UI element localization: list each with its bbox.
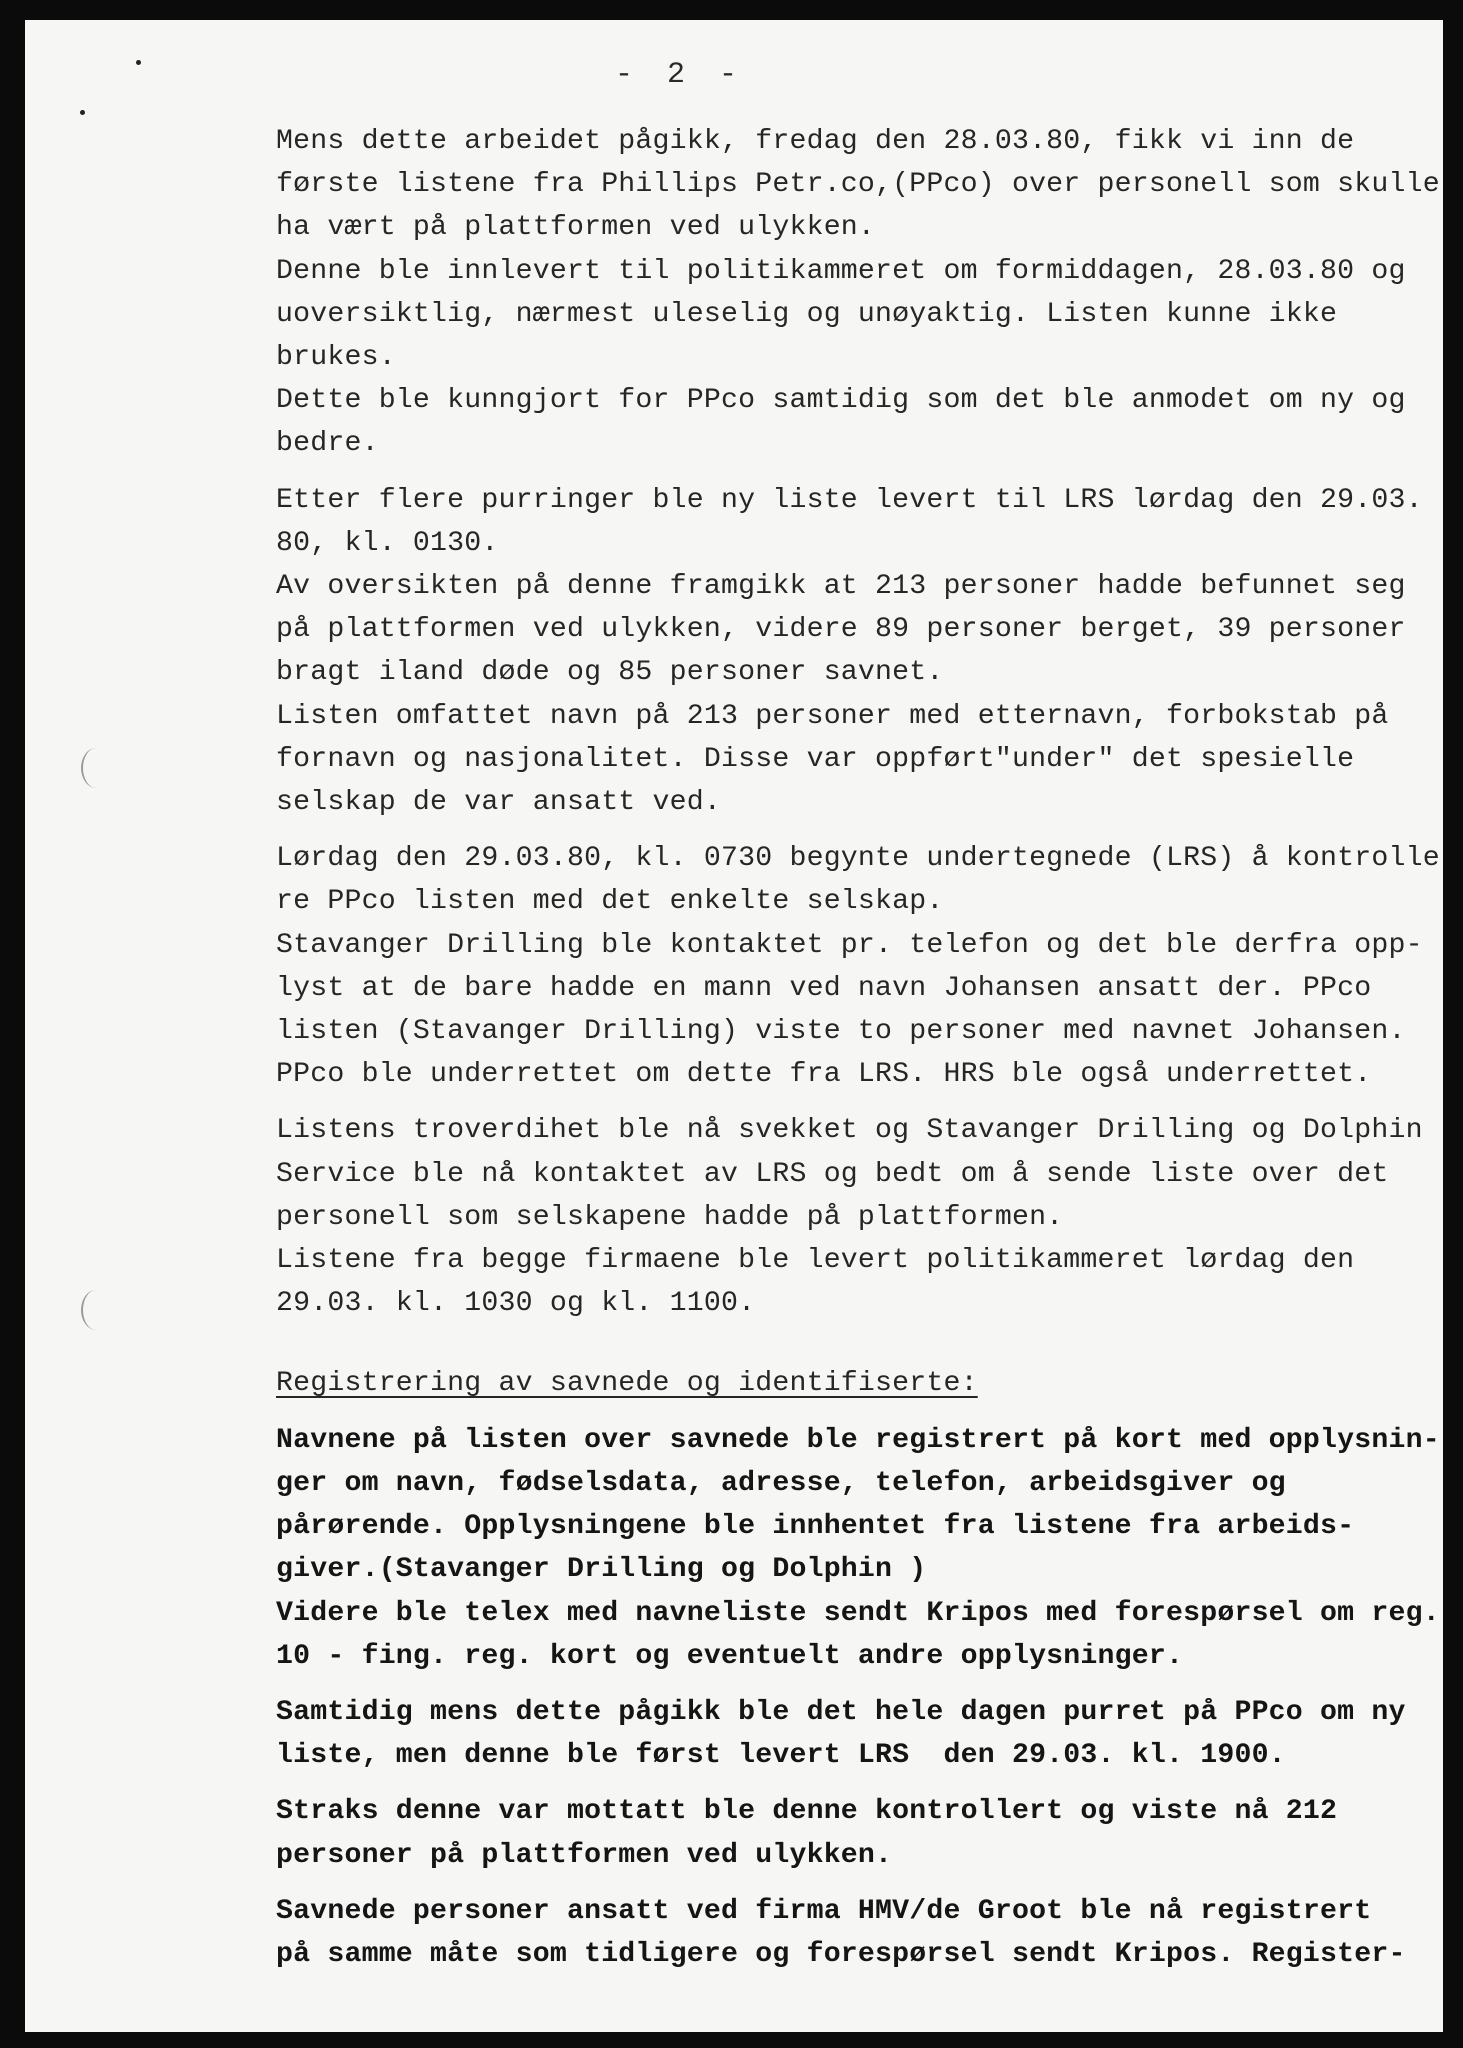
text-line: bedre. [276,428,379,460]
text-line: Samtidig mens dette pågikk ble det hele dagen purret på PPco om ny [276,1696,1406,1728]
text-line: bragt iland døde og 85 personer savnet. [276,657,944,689]
text-line: Mens dette arbeidet pågikk, fredag den 28.03.80, fikk vi inn de [276,126,1355,157]
text-line: PPco ble underrettet om dette fra LRS. HRS ble også underrettet. [276,1059,1372,1091]
paragraph [276,1109,1436,1325]
text-line: ha vært på plattformen ved ulykken. [276,212,876,244]
text-line: 80, kl. 0130. [276,527,499,559]
paragraph [276,120,1440,466]
text-line: personer på plattformen ved ulykken. [276,1839,893,1871]
paragraph [276,1419,1440,1678]
page-number: - 2 - [614,58,745,92]
text-line: 10 - fing. reg. kort og eventuelt andre opplysninger. [276,1640,1184,1672]
text-line: første listene fra Phillips Petr.co,(PPco) over personell som skulle [276,169,1440,201]
text-line: på plattformen ved ulykken, videre 89 personer berget, 39 personer [276,614,1406,646]
text-line: ger om navn, fødselsdata, adresse, telefon, arbeidsgiver og [276,1467,1286,1499]
paragraph [276,1790,1436,1876]
paragraph [276,837,1440,1096]
text-line: uoversiktlig, nærmest uleselig og unøyaktig. Listen kunne ikke [276,298,1338,330]
text-line: listen (Stavanger Drilling) viste to personer med navnet Johansen. [276,1016,1406,1048]
text-line: Lørdag den 29.03.80, kl. 0730 begynte undertegnede (LRS) å kontrolle [276,843,1440,875]
section-body [276,1419,1440,1976]
text-line: giver.(Stavanger Drilling og Dolphin ) [276,1554,927,1586]
text-line: re PPco listen med det enkelte selskap. [276,886,944,918]
section-heading: Registrering av savnede og identifiserte: [276,1368,978,1400]
section-heading-block [276,1362,1436,1405]
text-line: Av oversikten på denne framgikk at 213 personer hadde befunnet seg [276,571,1406,603]
text-line: Navnene på listen over savnede ble registrert på kort med opplysnin- [276,1424,1440,1456]
text-line: Stavanger Drilling ble kontaktet pr. telefon og det ble derfra opp- [276,929,1423,961]
text-line: lyst at de bare hadde en mann ved navn Johansen ansatt der. PPco [276,972,1372,1004]
text-line: Dette ble kunngjort for PPco samtidig som det ble anmodet om ny og [276,385,1406,417]
document-page [25,20,1443,2032]
paragraph [276,1691,1436,1777]
text-line: selskap de var ansatt ved. [276,787,721,819]
text-line: Listene fra begge firmaene ble levert politikammeret lørdag den [276,1245,1355,1277]
text-line: liste, men denne ble først levert LRS den 29.03. kl. 1900. [276,1740,1286,1772]
paragraph [276,479,1436,825]
text-line: Etter flere purringer ble ny liste levert til LRS lørdag den 29.03. [276,484,1423,516]
text-line: brukes. [276,342,396,374]
text-line: pårørende. Opplysningene ble innhentet fra listene fra arbeids- [276,1511,1355,1543]
text-line: personell som selskapene hadde på plattformen. [276,1201,1064,1233]
document-body [276,120,1440,1976]
text-line: fornavn og nasjonalitet. Disse var oppført"under" det spesielle [276,743,1355,775]
text-line: Denne ble innlevert til politikammeret om formiddagen, 28.03.80 og [276,255,1406,287]
text-line: Listen omfattet navn på 213 personer med etternavn, forbokstab på [276,700,1389,732]
text-line: Service ble nå kontaktet av LRS og bedt om å sende liste over det [276,1158,1389,1190]
paragraph [276,1890,1436,1976]
text-line: Videre ble telex med navneliste sendt Kripos med forespørsel om reg. [276,1597,1440,1629]
text-line: Savnede personer ansatt ved firma HMV/de Groot ble nå registrert [276,1895,1372,1927]
ink-speck [80,110,85,115]
text-line: på samme måte som tidligere og forespørsel sendt Kripos. Register- [276,1938,1406,1970]
punch-hole-mark [81,1290,111,1330]
text-line: 29.03. kl. 1030 og kl. 1100. [276,1288,756,1320]
text-line: Listens troverdihet ble nå svekket og Stavanger Drilling og Dolphin [276,1115,1423,1147]
punch-hole-mark [81,748,111,788]
text-line: Straks denne var mottatt ble denne kontrollert og viste nå 212 [276,1796,1338,1828]
